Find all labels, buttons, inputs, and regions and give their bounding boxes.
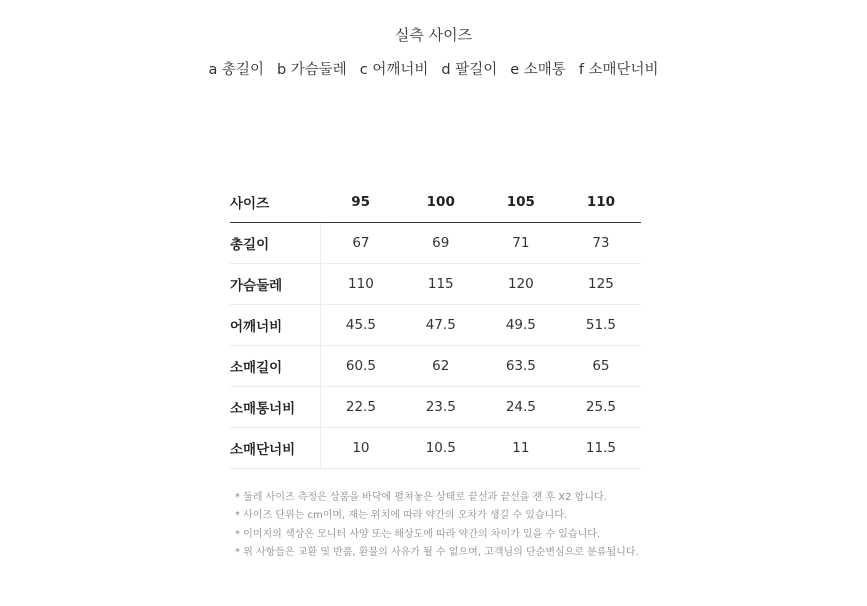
table-cell: 10 [321,428,401,469]
row-label: 소매통너비 [230,387,321,428]
legend-item-arm-length: d 팔길이 [441,62,498,78]
size-header-label: 사이즈 [230,182,321,223]
row-label: 어깨너비 [230,305,321,346]
table-cell: 125 [561,264,641,305]
table-cell: 22.5 [321,387,401,428]
table-row [230,346,641,387]
table-cell: 120 [481,264,561,305]
size-column-header: 110 [561,182,641,223]
row-label: 소매단너비 [230,428,321,469]
note-item: * 사이즈 단위는 cm이며, 재는 위치에 따라 약간의 오차가 생길 수 있습니다. [235,510,568,522]
table-cell: 115 [401,264,481,305]
row-label: 총길이 [230,223,321,264]
table-cell: 25.5 [561,387,641,428]
table-header-row [230,182,641,223]
table-row [230,223,641,264]
table-row [230,305,641,346]
table-cell: 11 [481,428,561,469]
table-row [230,428,641,469]
row-label: 소매길이 [230,346,321,387]
legend-item-chest: b 가슴둘레 [276,62,347,78]
size-column-header: 105 [481,182,561,223]
table-row [230,387,641,428]
notes-list [235,489,835,562]
table-cell: 73 [561,223,641,264]
size-column-header: 100 [401,182,481,223]
legend-item-shoulder: c 어깨너비 [359,62,429,78]
table-cell: 63.5 [481,346,561,387]
legend-item-cuff-width: f 소매단너비 [578,62,659,78]
legend-item-total-length: a 총길이 [208,62,264,78]
legend-item-sleeve-width: e 소매통 [510,62,566,78]
note-item: * 이미지의 색상은 모니터 사양 또는 해상도에 따라 약간의 차이가 있을 수 있습니다. [235,528,601,540]
table-cell: 24.5 [481,387,561,428]
table-cell: 69 [401,223,481,264]
table-cell: 11.5 [561,428,641,469]
table-cell: 67 [321,223,401,264]
page-title: 실측 사이즈 [394,26,473,44]
table-cell: 45.5 [321,305,401,346]
row-label: 가슴둘레 [230,264,321,305]
table-cell: 60.5 [321,346,401,387]
table-cell: 49.5 [481,305,561,346]
table-row [230,264,641,305]
table-cell: 47.5 [401,305,481,346]
size-column-header: 95 [321,182,401,223]
table-cell: 23.5 [401,387,481,428]
note-item: * 위 사항들은 교환 및 반품, 환불의 사유가 될 수 없으며, 고객님의 단순변심으로 분류됩니다. [235,546,639,558]
size-table [230,182,641,469]
measurement-legend [0,60,867,80]
table-cell: 62 [401,346,481,387]
note-item: * 둘레 사이즈 측정은 상품을 바닥에 펼쳐놓은 상태로 끝선과 끝선을 잰 후 X2 합니다. [235,492,607,503]
table-cell: 65 [561,346,641,387]
table-cell: 10.5 [401,428,481,469]
table-cell: 110 [321,264,401,305]
table-cell: 51.5 [561,305,641,346]
table-cell: 71 [481,223,561,264]
